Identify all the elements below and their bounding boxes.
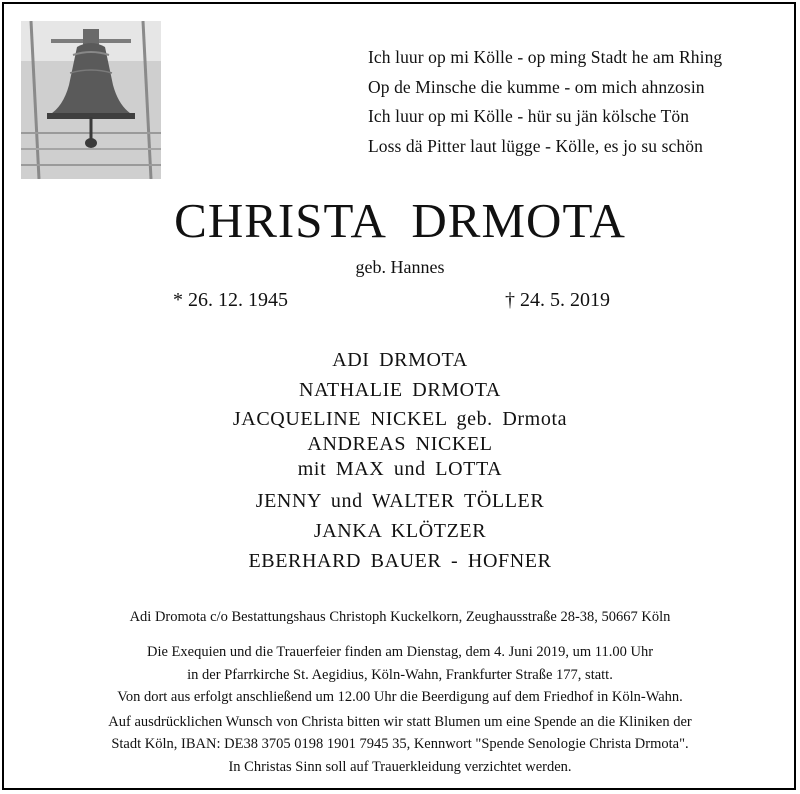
funeral-details (0, 641, 800, 778)
details-line: Auf ausdrücklichen Wunsch von Christa bitten wir statt Blumen um eine Spende an die Kliniken der (108, 713, 692, 730)
mourner-name: JACQUELINE NICKEL geb. Drmota (232, 408, 568, 430)
poem-line: Ich luur op mi Kölle - op ming Stadt he am Rhing (368, 47, 723, 67)
deceased-name: CHRISTA DRMOTA (174, 193, 626, 248)
bell-icon (21, 21, 161, 179)
maiden-name: geb. Hannes (355, 257, 445, 277)
poem-line: Loss dä Pitter laut lügge - Kölle, es jo su schön (368, 135, 703, 156)
contact-address: Adi Dromota c/o Bestattungshaus Christoph Kuckelkorn, Zeughausstraße 28-38, 50667 Köln (129, 609, 671, 625)
details-line: Von dort aus erfolgt anschließend um 12.00 Uhr die Beerdigung auf dem Friedhof in Köln-Wahn. (117, 689, 683, 705)
mourners-list (0, 345, 800, 576)
birth-date: * 26. 12. 1945 (173, 289, 288, 311)
death-date: † 24. 5. 2019 (505, 289, 610, 311)
poem (368, 43, 788, 161)
mourner-name: ANDREAS NICKEL (307, 433, 493, 455)
details-line: in der Pfarrkirche St. Aegidius, Köln-Wahn, Frankfurter Straße 177, statt. (187, 666, 613, 683)
mourner-name: JANKA KLÖTZER (313, 520, 487, 542)
poem-line: Ich luur op mi Kölle - hür su jän kölsche Tön (368, 106, 690, 126)
mourner-name: ADI DRMOTA (332, 349, 468, 371)
details-line: Die Exequien und die Trauerfeier finden am Dienstag, dem 4. Juni 2019, um 11.00 Uhr (146, 644, 654, 660)
mourner-name: NATHALIE DRMOTA (299, 379, 501, 401)
details-line: Stadt Köln, IBAN: DE38 3705 0198 1901 7945 35, Kennwort "Spende Senologie Christa Drmota". (111, 736, 689, 752)
mourner-name: mit MAX und LOTTA (297, 458, 503, 480)
bell-photo (21, 21, 161, 179)
mourner-name: JENNY und WALTER TÖLLER (255, 490, 545, 512)
details-line: In Christas Sinn soll auf Trauerkleidung verzichtet werden. (228, 758, 572, 775)
poem-line: Op de Minsche die kumme - om mich ahnzosin (368, 76, 705, 97)
mourner-name: EBERHARD BAUER - HOFNER (248, 550, 552, 572)
